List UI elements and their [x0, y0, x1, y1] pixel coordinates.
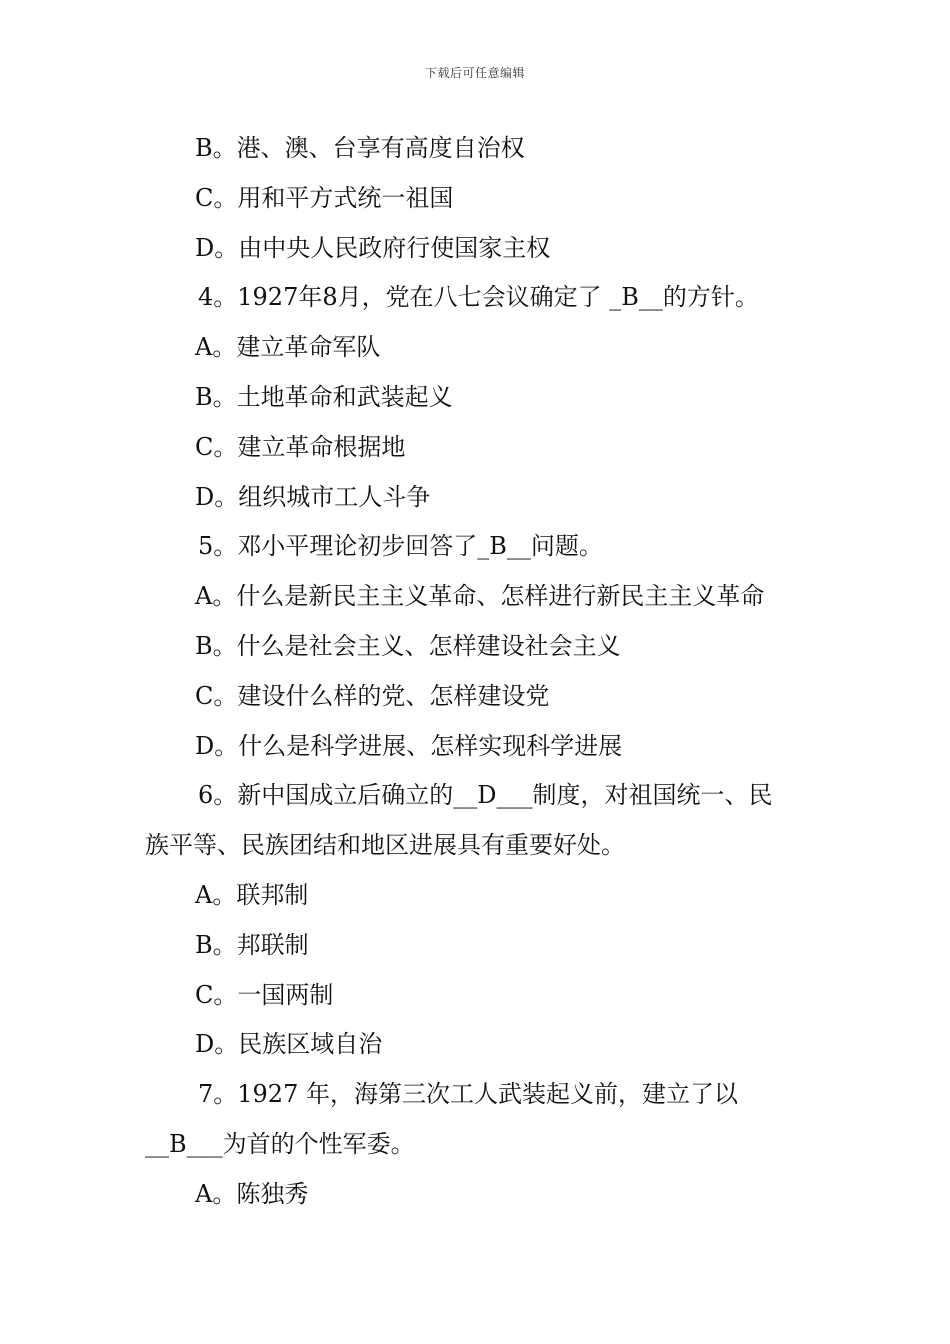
- option-line: D。民族区域自治: [195, 1030, 383, 1059]
- question-line: 6。新中国成立后确立的__D___制度，对祖国统一、民: [198, 781, 773, 810]
- page-header: 下载后可任意编辑: [424, 66, 525, 80]
- option-line: C。建立革命根据地: [195, 432, 406, 461]
- question-continuation-line: __B___为首的个性军委。: [145, 1129, 415, 1158]
- option-line: C。用和平方式统一祖国: [195, 183, 454, 212]
- option-line: B。邦联制: [195, 930, 309, 959]
- option-line: D。组织城市工人斗争: [195, 482, 431, 511]
- option-line: B。土地革命和武装起义: [195, 382, 453, 411]
- option-line: A。建立革命军队: [195, 333, 381, 362]
- option-line: A。什么是新民主主义革命、怎样进行新民主主义革命: [195, 582, 765, 611]
- option-line: A。联邦制: [195, 880, 309, 909]
- option-line: C。一国两制: [195, 980, 334, 1009]
- option-line: C。建设什么样的党、怎样建设党: [195, 681, 550, 710]
- document-body: [145, 124, 810, 1220]
- question-line: 7。1927 年，海第三次工人武装起义前，建立了以: [198, 1080, 738, 1109]
- option-line: B。港、澳、台享有高度自治权: [195, 134, 525, 162]
- question-continuation-line: 族平等、民族团结和地区进展具有重要好处。: [145, 831, 625, 860]
- question-line: 5。邓小平理论初步回答了_B__问题。: [198, 532, 603, 561]
- option-line: B。什么是社会主义、怎样建设社会主义: [195, 631, 621, 660]
- question-line: 4。1927年8月，党在八七会议确定了 _B__的方针。: [198, 283, 759, 312]
- option-line: D。由中央人民政府行使国家主权: [195, 233, 551, 262]
- option-line: D。什么是科学进展、怎样实现科学进展: [195, 731, 623, 760]
- option-line: A。陈独秀: [195, 1179, 309, 1208]
